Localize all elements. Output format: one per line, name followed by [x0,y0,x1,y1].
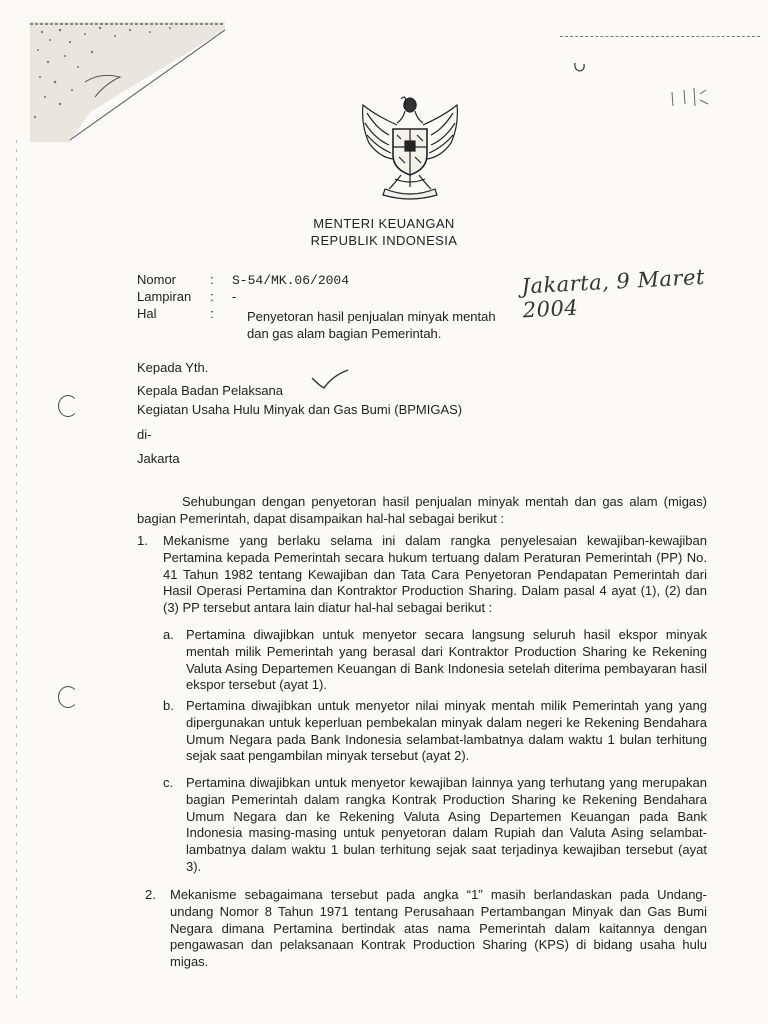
hal-colon: : [210,306,214,321]
addressee-line2: Kegiatan Usaha Hulu Minyak dan Gas Bumi (BPMIGAS) [137,402,463,417]
handwritten-date: Jakarta, 9 Maret 2004 [520,264,706,323]
punch-hole-mark [58,686,78,708]
item2-paragraph: Mekanisme sebagaimana tersebut pada angka “1” masih berlandaskan pada Undang-undang Nomor 8 Tahun 1971 tentang Perusahaan Pertambangan Minyak dan Gas Bumi Negara dimana Pertamina bertindak atas nama Pemerintah dalam kaitannya dengan pengawasan dan pelaksanaan Kontrak Production Sharing (KPS) di bidang usaha hulu migas. [170,887,707,970]
check-mark-icon [310,368,350,390]
lampiran-value: - [232,289,237,304]
sub-c-number: c. [163,775,174,790]
item1-paragraph: Mekanisme yang berlaku selama ini dalam rangka penyelesaian kewajiban-kewajiban Pertamina kepada Pemerintah secara hukum tertuang dalam Peraturan Pemerintah (PP) No. 41 Tahun 1982 tentang Kewajiban dan Tata Cara Penyetoran Pendapatan Pemerintah dari Hasil Operasi Pertamina dan Kontraktor Production Sharing. Dalam pasal 4 ayat (1), (2) dan (3) PP tersebut antara lain diatur hal-hal sebagai berikut : [163,533,707,616]
nomor-colon: : [210,272,214,287]
addressee-line1: Kepala Badan Pelaksana [137,383,284,398]
hal-value-line1: Penyetoran hasil penjualan minyak mentah [247,309,496,324]
intro-paragraph: Sehubungan dengan penyetoran hasil penjualan minyak mentah dan gas alam (migas) bagian Pemerintah, dapat disampaikan hal-hal sebagai berikut : [137,494,707,526]
item2-number: 2. [145,887,156,902]
sub-a-paragraph: Pertamina diwajibkan untuk menyetor secara langsung seluruh hasil ekspor minyak mentah milik Pemerintah yang berasal dari Kontraktor Production Sharing ke Rekening Valuta Asing Departemen Keuangan di Bank Indonesia setelah diterima pembayaran hasil ekspor tersebut (ayat 1). [186,627,707,693]
pen-scrawl [670,86,710,110]
sub-c-paragraph: Pertamina diwajibkan untuk menyetor kewajiban lainnya yang terhutang yang merupakan bagian Pemerintah dalam rangka Kontrak Production Sharing ke Rekening Bendahara Umum Negara dan ke Rekening Valuta Asing Departemen Keuangan pada Bank Indonesia masing-masing untuk penyetoran dalam Rupiah dan Valuta Asing selambat-lambatnya dalam waktu 1 bulan terhitung sejak saat terjadinya kewajiban tersebut (ayat 3). [186,775,707,874]
item1-number: 1. [137,533,148,548]
letterhead-ministry: MENTERI KEUANGAN [313,216,455,231]
scan-left-edge [16,140,17,1000]
lampiran-colon: : [210,289,214,304]
letterhead-country: REPUBLIK INDONESIA [310,233,458,248]
scan-corner-artifact [30,22,225,142]
punch-hole-mark [58,395,78,417]
lampiran-label: Lampiran [137,289,192,304]
pen-scrawl [572,60,588,74]
sub-b-paragraph: Pertamina diwajibkan untuk menyetor nilai minyak mentah milik Pemerintah yang yang dipergunakan untuk keperluan pembekalan minyak dalam negeri ke Rekening Bendahara Umum Negara pada Bank Indonesia selambat-lambatnya dalam waktu 1 bulan terhitung sejak saat pengambilan minyak tersebut (ayat 2). [186,698,707,764]
garuda-emblem-icon [355,95,465,203]
sub-a-number: a. [163,627,174,642]
addressee-line3: di- [137,427,152,442]
nomor-value: S-54/MK.06/2004 [232,273,350,288]
sub-b-number: b. [163,698,174,713]
addressee-greeting: Kepada Yth. [137,360,209,375]
nomor-label: Nomor [137,272,177,287]
scan-top-dash [560,36,760,39]
addressee-line4: Jakarta [137,451,180,466]
hal-label: Hal [137,306,157,321]
hal-value-line2: dan gas alam bagian Pemerintah. [247,326,442,341]
